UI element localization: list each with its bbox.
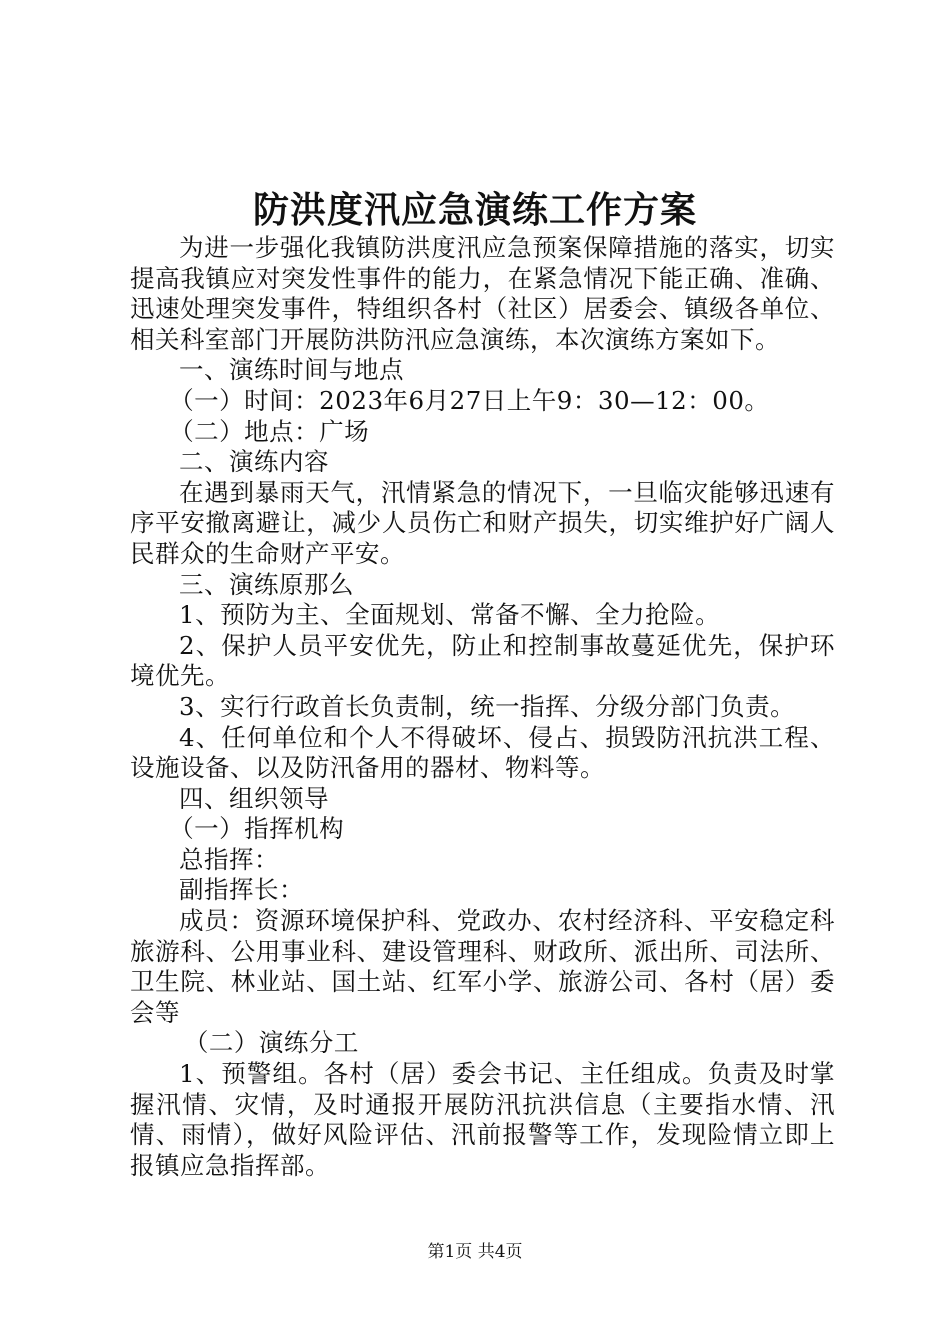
subsection-location: （二）地点：广场 [169, 416, 370, 446]
content-paragraph: 在遇到暴雨天气，汛情紧急的情况下，一旦临灾能够迅速有序平安撤离避让，减少人员伤亡和财产损失，切实维护好广阔人民群众的生命财产平安。 [130, 477, 835, 568]
duty-paragraph: 1、预警组。各村（居）委会书记、主任组成。负责及时掌握汛情、灾情，及时通报开展防汛抗洪信息（主要指水情、汛情、雨情），做好风险评估、汛前报警等工作，发现险情立即上报镇应急指挥部。 [130, 1059, 835, 1180]
principle-item: 2、保护人员平安优先，防止和控制事故蔓延优先，保护环境优先。 [130, 630, 835, 691]
principle-item: 4、任何单位和个人不得破坏、侵占、损毁防汛抗洪工程、设施设备、以及防汛备用的器材、物料等。 [130, 722, 835, 783]
page-footer: 第1页 共4页 [427, 1242, 523, 1262]
section-heading: 一、演练时间与地点 [179, 355, 404, 385]
deputy-commander-line: 副指挥长： [179, 875, 304, 905]
subsection-division: （二）演练分工 [183, 1028, 359, 1058]
document-body [130, 233, 835, 1181]
principle-item: 3、实行行政首长负责制，统一指挥、分级分部门负责。 [179, 691, 796, 721]
subsection-command: （一）指挥机构 [169, 814, 345, 844]
section-heading: 三、演练原那么 [179, 569, 354, 599]
page-title: 防洪度汛应急演练工作方案 [252, 189, 697, 231]
intro-paragraph: 为进一步强化我镇防洪度汛应急预案保障措施的落实，切实提高我镇应对突发性事件的能力，在紧急情况下能正确、准确、迅速处理突发事件，特组织各村（社区）居委会、镇级各单位、相关科室部门开展防洪防汛应急演练，本次演练方案如下。 [130, 233, 835, 354]
principle-item: 1、预防为主、全面规划、常备不懈、全力抢险。 [179, 600, 721, 630]
subsection-time: （一）时间：2023年6月27日上午9：30—12：00。 [169, 385, 770, 415]
section-heading: 四、组织领导 [179, 783, 329, 813]
members-paragraph: 成员：资源环境保护科、党政办、农村经济科、平安稳定科旅游科、公用事业科、建设管理科、财政所、派出所、司法所、卫生院、林业站、国土站、红军小学、旅游公司、各村（居）委会等 [130, 906, 835, 1027]
section-heading: 二、演练内容 [179, 447, 329, 477]
commander-line: 总指挥： [179, 844, 279, 874]
